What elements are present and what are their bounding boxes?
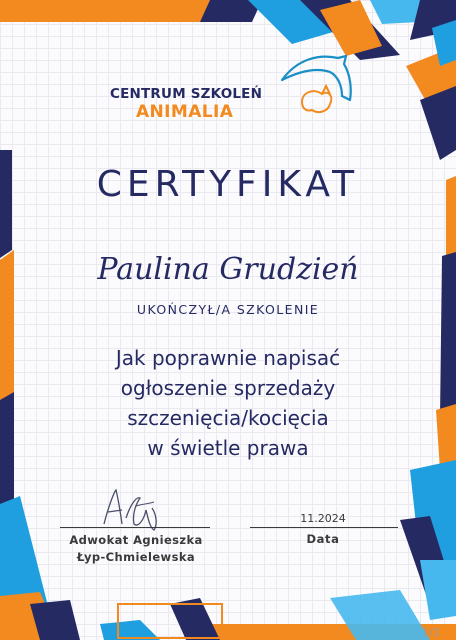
course-title-line: ogłoszenie sprzedaży	[120, 376, 336, 400]
course-title	[60, 343, 396, 463]
top-orange-bar	[0, 0, 230, 22]
course-title-line: w świetle prawa	[147, 436, 309, 460]
right-orange-2	[436, 404, 456, 470]
logo-text-centrum: CENTRUM SZKOLEŃ	[110, 86, 263, 102]
course-title-line: szczenięcia/kocięcia	[127, 406, 329, 430]
course-title-line: Jak poprawnie napisać	[115, 346, 341, 370]
completed-training-label: UKOŃCZYŁ/A SZKOLENIE	[136, 302, 320, 317]
horse-dog-logo-icon	[272, 52, 356, 124]
page-indicator: 1/1	[422, 626, 440, 639]
left-signature-line	[60, 527, 210, 528]
logo-text-animalia: ANIMALIA	[136, 102, 234, 122]
certificate-title: CERTYFIKAT	[96, 164, 360, 205]
date-label: Data	[306, 532, 340, 546]
right-signature-line	[250, 527, 398, 528]
signatory-name	[56, 532, 216, 566]
signatory-name-line: Łyp-Chmielewska	[76, 550, 196, 564]
organization-logo	[100, 52, 360, 132]
recipient-name: Paulina Grudzień	[97, 252, 359, 287]
signatory-name-line: Adwokat Agnieszka	[69, 533, 203, 547]
left-navy-2	[0, 392, 14, 505]
right-blue-2	[420, 560, 456, 620]
date-value: 11.2024	[300, 512, 346, 525]
